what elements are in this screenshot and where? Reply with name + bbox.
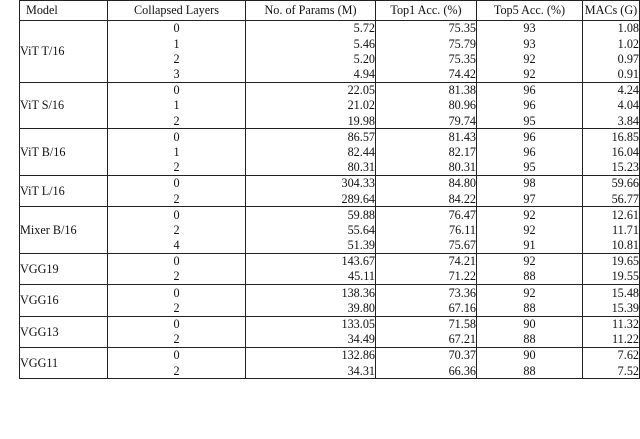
top5-cell: 92 [477, 51, 583, 66]
header-collapsed-layers: Collapsed Layers [108, 1, 246, 21]
top1-cell: 70.37 [376, 347, 477, 363]
macs-cell: 11.22 [583, 332, 640, 348]
params-cell: 45.11 [246, 269, 376, 285]
params-cell: 19.98 [246, 113, 376, 129]
top1-cell: 79.74 [376, 113, 477, 129]
header-model: Model [20, 1, 108, 21]
collapsed-layers-cell: 0 [108, 253, 246, 269]
macs-cell: 11.32 [583, 316, 640, 332]
model-name-cell: Mixer B/16 [20, 207, 108, 254]
macs-cell: 7.52 [583, 363, 640, 379]
top1-cell: 76.47 [376, 207, 477, 223]
table-row [20, 222, 640, 237]
top5-cell: 92 [477, 285, 583, 301]
collapsed-layers-cell: 2 [108, 300, 246, 316]
macs-cell: 4.04 [583, 98, 640, 113]
table-row [20, 253, 640, 269]
params-cell: 39.80 [246, 300, 376, 316]
table-row [20, 285, 640, 301]
model-name-cell: VGG11 [20, 347, 108, 378]
params-cell: 133.05 [246, 316, 376, 332]
model-name-cell: VGG13 [20, 316, 108, 347]
collapsed-layers-cell: 0 [108, 207, 246, 223]
top1-cell: 75.79 [376, 36, 477, 51]
params-cell: 55.64 [246, 222, 376, 237]
model-name-cell: ViT S/16 [20, 82, 108, 129]
params-cell: 5.72 [246, 21, 376, 37]
macs-cell: 19.65 [583, 253, 640, 269]
table-row [20, 238, 640, 254]
top5-cell: 88 [477, 332, 583, 348]
table-header-row [20, 1, 640, 21]
model-name-cell: ViT T/16 [20, 21, 108, 83]
table-row [20, 300, 640, 316]
params-cell: 82.44 [246, 145, 376, 160]
params-cell: 86.57 [246, 129, 376, 145]
top1-cell: 74.42 [376, 67, 477, 83]
params-cell: 21.02 [246, 98, 376, 113]
table-row [20, 67, 640, 83]
top1-cell: 71.22 [376, 269, 477, 285]
macs-cell: 4.24 [583, 82, 640, 98]
top1-cell: 81.43 [376, 129, 477, 145]
top1-cell: 80.96 [376, 98, 477, 113]
top5-cell: 93 [477, 21, 583, 37]
header-params: No. of Params (M) [246, 1, 376, 21]
table-row [20, 36, 640, 51]
results-table [19, 0, 640, 379]
collapsed-layers-cell: 0 [108, 175, 246, 191]
params-cell: 138.36 [246, 285, 376, 301]
top5-cell: 96 [477, 145, 583, 160]
table-row [20, 21, 640, 37]
top5-cell: 92 [477, 207, 583, 223]
macs-cell: 10.81 [583, 238, 640, 254]
params-cell: 143.67 [246, 253, 376, 269]
table-row [20, 129, 640, 145]
macs-cell: 15.39 [583, 300, 640, 316]
top5-cell: 96 [477, 82, 583, 98]
table-body [20, 21, 640, 379]
top5-cell: 91 [477, 238, 583, 254]
macs-cell: 1.08 [583, 21, 640, 37]
collapsed-layers-cell: 2 [108, 160, 246, 176]
table-row [20, 269, 640, 285]
collapsed-layers-cell: 2 [108, 191, 246, 207]
collapsed-layers-cell: 4 [108, 238, 246, 254]
table-row [20, 145, 640, 160]
table-row [20, 332, 640, 348]
collapsed-layers-cell: 2 [108, 113, 246, 129]
top1-cell: 84.80 [376, 175, 477, 191]
params-cell: 34.49 [246, 332, 376, 348]
table-row [20, 113, 640, 129]
macs-cell: 19.55 [583, 269, 640, 285]
table-row [20, 160, 640, 176]
header-macs: MACs (G) [583, 1, 640, 21]
params-cell: 51.39 [246, 238, 376, 254]
top5-cell: 98 [477, 175, 583, 191]
collapsed-layers-cell: 0 [108, 129, 246, 145]
top5-cell: 95 [477, 113, 583, 129]
top5-cell: 95 [477, 160, 583, 176]
collapsed-layers-cell: 2 [108, 269, 246, 285]
top5-cell: 97 [477, 191, 583, 207]
params-cell: 4.94 [246, 67, 376, 83]
top5-cell: 88 [477, 363, 583, 379]
table-row [20, 82, 640, 98]
top1-cell: 75.35 [376, 21, 477, 37]
params-cell: 22.05 [246, 82, 376, 98]
top1-cell: 71.58 [376, 316, 477, 332]
collapsed-layers-cell: 1 [108, 145, 246, 160]
header-top1: Top1 Acc. (%) [376, 1, 477, 21]
model-name-cell: VGG16 [20, 285, 108, 316]
collapsed-layers-cell: 2 [108, 363, 246, 379]
top5-cell: 96 [477, 129, 583, 145]
top1-cell: 74.21 [376, 253, 477, 269]
table-row [20, 316, 640, 332]
collapsed-layers-cell: 0 [108, 285, 246, 301]
top5-cell: 96 [477, 98, 583, 113]
top1-cell: 76.11 [376, 222, 477, 237]
model-name-cell: ViT B/16 [20, 129, 108, 176]
params-cell: 304.33 [246, 175, 376, 191]
collapsed-layers-cell: 0 [108, 21, 246, 37]
top1-cell: 67.16 [376, 300, 477, 316]
top5-cell: 92 [477, 253, 583, 269]
macs-cell: 56.77 [583, 191, 640, 207]
top5-cell: 92 [477, 222, 583, 237]
collapsed-layers-cell: 3 [108, 67, 246, 83]
table-row [20, 207, 640, 223]
table-row [20, 51, 640, 66]
collapsed-layers-cell: 0 [108, 347, 246, 363]
params-cell: 289.64 [246, 191, 376, 207]
params-cell: 80.31 [246, 160, 376, 176]
macs-cell: 15.23 [583, 160, 640, 176]
collapsed-layers-cell: 0 [108, 82, 246, 98]
collapsed-layers-cell: 2 [108, 222, 246, 237]
macs-cell: 0.91 [583, 67, 640, 83]
top5-cell: 88 [477, 269, 583, 285]
top1-cell: 80.31 [376, 160, 477, 176]
table-row [20, 191, 640, 207]
params-cell: 59.88 [246, 207, 376, 223]
top5-cell: 88 [477, 300, 583, 316]
macs-cell: 16.04 [583, 145, 640, 160]
model-name-cell: VGG19 [20, 253, 108, 284]
top5-cell: 90 [477, 347, 583, 363]
params-cell: 132.86 [246, 347, 376, 363]
top1-cell: 75.67 [376, 238, 477, 254]
macs-cell: 15.48 [583, 285, 640, 301]
top1-cell: 84.22 [376, 191, 477, 207]
top5-cell: 92 [477, 67, 583, 83]
top1-cell: 75.35 [376, 51, 477, 66]
top1-cell: 66.36 [376, 363, 477, 379]
top1-cell: 82.17 [376, 145, 477, 160]
collapsed-layers-cell: 2 [108, 332, 246, 348]
top1-cell: 81.38 [376, 82, 477, 98]
table-row [20, 98, 640, 113]
model-name-cell: ViT L/16 [20, 175, 108, 206]
top1-cell: 73.36 [376, 285, 477, 301]
macs-cell: 0.97 [583, 51, 640, 66]
collapsed-layers-cell: 1 [108, 36, 246, 51]
params-cell: 5.20 [246, 51, 376, 66]
top1-cell: 67.21 [376, 332, 477, 348]
macs-cell: 59.66 [583, 175, 640, 191]
macs-cell: 7.62 [583, 347, 640, 363]
table-row [20, 347, 640, 363]
params-cell: 34.31 [246, 363, 376, 379]
table-row [20, 175, 640, 191]
macs-cell: 11.71 [583, 222, 640, 237]
header-top5: Top5 Acc. (%) [477, 1, 583, 21]
macs-cell: 1.02 [583, 36, 640, 51]
collapsed-layers-cell: 0 [108, 316, 246, 332]
macs-cell: 12.61 [583, 207, 640, 223]
macs-cell: 16.85 [583, 129, 640, 145]
top5-cell: 90 [477, 316, 583, 332]
top5-cell: 93 [477, 36, 583, 51]
table-row [20, 363, 640, 379]
collapsed-layers-cell: 1 [108, 98, 246, 113]
collapsed-layers-cell: 2 [108, 51, 246, 66]
params-cell: 5.46 [246, 36, 376, 51]
macs-cell: 3.84 [583, 113, 640, 129]
